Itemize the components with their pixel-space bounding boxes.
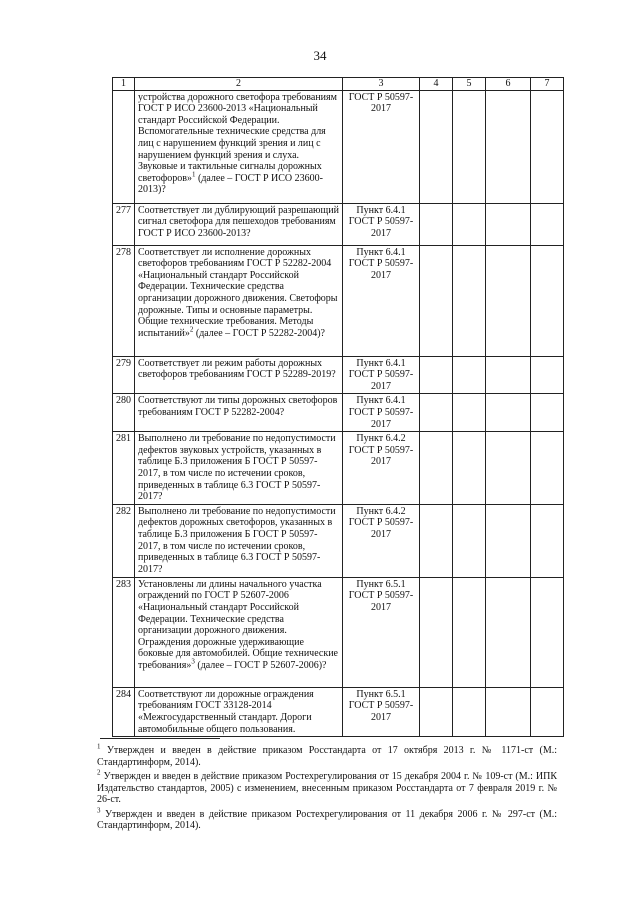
row-cell-5 [453,90,486,203]
page-number: 34 [313,48,327,63]
footnote-2 [97,768,557,806]
requirement-text: Соответствуют ли дорожные ограждения требованиям ГОСТ 33128-2014 «Межгосударственный стандарт. Дороги автомобильные общего пользования. [138,688,314,735]
row-number: 278 [113,245,135,356]
table-row [113,90,564,203]
requirement-text: Выполнено ли требование по недопустимости дефектов дорожных светофоров, указанных в таблице Б.3 приложения Б ГОСТ Р 50597-2017, в том числе по истечении сроков, приведенных в таблице 6.3 ГОСТ Р 50597-2017? [138,505,336,575]
header-col-1: 1 [113,78,135,91]
row-cell-4 [420,203,453,245]
requirement-text: Соответствует ли дублирующий разрешающий сигнал светофора для пешеходов требованиям ГОСТ Р ИСО 23600-2013? [138,204,339,239]
row-requirement [135,577,343,687]
row-number: 277 [113,203,135,245]
row-cell-4 [420,245,453,356]
row-cell-6 [486,577,531,687]
row-cell-6 [486,504,531,577]
row-number: 280 [113,394,135,432]
footnote-ref: 1 [191,170,196,179]
header-col-7: 7 [531,78,564,91]
row-cell-6 [486,245,531,356]
footnote-text: Утвержден и введен в действие приказом Ростехрегулирования от 15 декабря 2004 г. № 109-ст (М.: ИПК Издательство стандартов, 2005) с изменением, внесенным приказом Росстандарта от 7 февраля 2019 г. № 26-ст. [97,771,557,805]
row-cell-4 [420,432,453,505]
table-row [113,356,564,394]
row-cell-4 [420,394,453,432]
requirement-text: Соответствует ли режим работы дорожных светофоров требованиям ГОСТ Р 52289-2019? [138,357,336,381]
row-cell-5 [453,687,486,736]
requirement-tail: (далее – ГОСТ Р 52607-2006)? [194,659,327,671]
row-cell-5 [453,245,486,356]
row-number: 284 [113,687,135,736]
row-reference: Пункт 6.4.2 ГОСТ Р 50597-2017 [343,432,420,505]
row-cell-7 [531,90,564,203]
requirement-text: устройства дорожного светофора требованиям ГОСТ Р ИСО 23600-2013 «Национальный стандарт Российской Федерации. Вспомогательные технические средства для лиц с нарушением функций зрения и лиц с нарушением функций зрения и слуха. Звуковые и тактильные сигналы дорожных светофоров» [138,91,337,184]
footnote-mark: 3 [97,806,101,815]
table-row [113,687,564,736]
row-cell-6 [486,687,531,736]
row-number [113,90,135,203]
row-reference: Пункт 6.4.1 ГОСТ Р 50597-2017 [343,356,420,394]
requirement-text: Соответствуют ли типы дорожных светофоров требованиям ГОСТ Р 52282-2004? [138,395,338,418]
footnote-ref: 2 [189,325,194,334]
footnote-text: Утвержден и введен в действие приказом Росстандарта от 17 октября 2013 г. № 1171-ст (М.: Стандартинформ, 2014). [97,745,557,768]
row-requirement [135,356,343,394]
footnote-3 [97,806,557,832]
table-row [113,203,564,245]
footnote-divider [100,738,220,739]
row-number: 282 [113,504,135,577]
row-cell-7 [531,245,564,356]
row-reference: Пункт 6.5.1 ГОСТ Р 50597-2017 [343,687,420,736]
row-requirement [135,687,343,736]
row-requirement [135,394,343,432]
row-reference: Пункт 6.4.1 ГОСТ Р 50597-2017 [343,394,420,432]
row-cell-6 [486,432,531,505]
row-cell-4 [420,687,453,736]
footnote-ref: 3 [191,657,195,666]
row-number: 279 [113,356,135,394]
row-cell-4 [420,577,453,687]
row-cell-5 [453,432,486,505]
header-col-5: 5 [453,78,486,91]
row-reference: Пункт 6.4.2 ГОСТ Р 50597-2017 [343,504,420,577]
row-cell-7 [531,394,564,432]
row-cell-6 [486,394,531,432]
checklist-table [112,77,564,737]
row-requirement [135,432,343,505]
header-col-6: 6 [486,78,531,91]
row-requirement [135,504,343,577]
row-cell-5 [453,356,486,394]
row-cell-7 [531,356,564,394]
row-cell-6 [486,90,531,203]
requirement-tail: (далее – ГОСТ Р 52282-2004)? [193,327,325,339]
requirement-text: Выполнено ли требование по недопустимости дефектов звуковых устройств, указанных в таблице Б.3 приложения Б ГОСТ Р 50597-2017, в том числе по истечении сроков, приведенных в таблице 6.3 ГОСТ Р 50597-2017? [138,433,336,503]
table-row [113,432,564,505]
requirement-text: Установлены ли длины начального участка ограждений по ГОСТ Р 52607-2006 «Национальный стандарт Российской Федерации. Технические средства организации дорожного движения. Ограждения дорожные удерживающие боковые для автомобилей. Общие технические требования» [138,578,338,671]
footnote-mark: 1 [97,742,101,751]
row-requirement [135,90,343,203]
row-number: 281 [113,432,135,505]
requirement-text: Соответствует ли исполнение дорожных светофоров требованиям ГОСТ Р 52282-2004 «Национальный стандарт Российской Федерации. Технические средства организации дорожного движения. Светофоры дорожные. Типы и основные параметры. Общие технические требования. Методы испытаний» [138,246,338,339]
row-cell-4 [420,504,453,577]
row-cell-7 [531,432,564,505]
row-requirement [135,203,343,245]
row-cell-6 [486,356,531,394]
row-cell-4 [420,356,453,394]
requirement-tail: (далее – ГОСТ Р ИСО 23600-2013)? [138,172,323,196]
row-reference: Пункт 6.4.1 ГОСТ Р 50597-2017 [343,203,420,245]
header-col-2: 2 [135,78,343,91]
row-requirement [135,245,343,356]
row-cell-4 [420,90,453,203]
table-row [113,577,564,687]
table-row [113,504,564,577]
row-cell-7 [531,577,564,687]
row-number: 283 [113,577,135,687]
header-col-4: 4 [420,78,453,91]
footnote-1 [97,742,557,768]
row-cell-6 [486,203,531,245]
footnote-mark: 2 [97,768,101,777]
row-reference: ГОСТ Р 50597-2017 [343,90,420,203]
row-cell-5 [453,504,486,577]
row-reference: Пункт 6.5.1 ГОСТ Р 50597-2017 [343,577,420,687]
table-row [113,394,564,432]
footnotes [97,742,557,835]
row-cell-5 [453,203,486,245]
row-cell-7 [531,203,564,245]
row-cell-5 [453,577,486,687]
row-cell-5 [453,394,486,432]
header-col-3: 3 [343,78,420,91]
footnote-text: Утвержден и введен в действие приказом Ростехрегулирования от 11 декабря 2006 г. № 297-ст (М.: Стандартинформ, 2014). [97,808,557,831]
table-header-row [113,78,564,91]
row-cell-7 [531,504,564,577]
row-reference: Пункт 6.4.1 ГОСТ Р 50597-2017 [343,245,420,356]
table-row [113,245,564,356]
row-cell-7 [531,687,564,736]
